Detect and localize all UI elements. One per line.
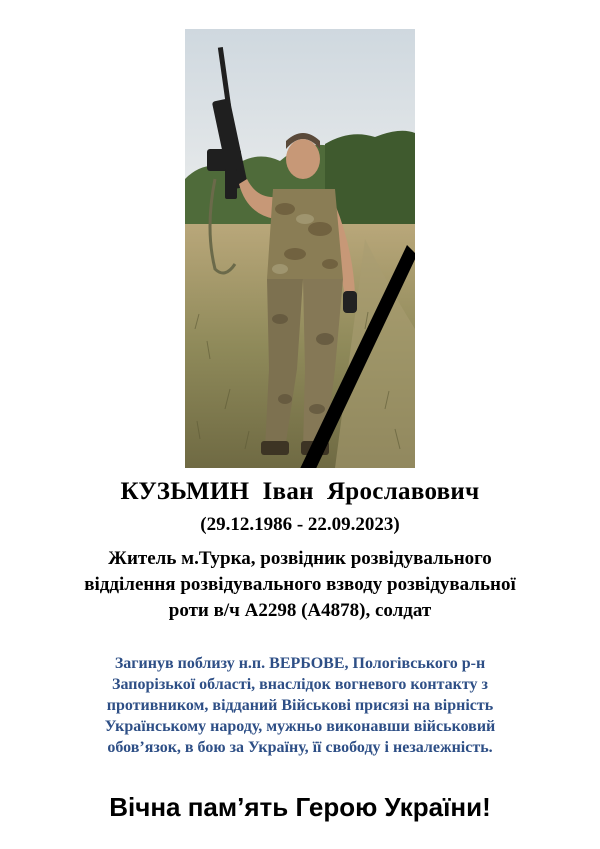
death-line: Запорізької області, внаслідок вогневого контакту з (112, 676, 488, 693)
bio-line: відділення розвідувального взводу розвідувальної (84, 574, 516, 595)
bio-line: Житель м.Турка, розвідник розвідувального (108, 548, 492, 569)
deceased-name: КУЗЬМИН Іван Ярославович (120, 478, 480, 505)
memorial-photo (185, 29, 415, 468)
death-line: Українському народу, мужньо виконавши військовий (104, 718, 496, 735)
death-line: обов’язок, в бою за Україну, її свободу і незалежність. (107, 739, 493, 756)
death-circumstances (30, 653, 570, 758)
death-line: противником, відданий Військові присязі на вірність (106, 697, 494, 714)
biography (40, 546, 560, 624)
life-dates: (29.12.1986 - 22.09.2023) (200, 514, 400, 535)
bio-line: роти в/ч А2298 (А4878), солдат (168, 600, 432, 621)
eternal-memory-slogan: Вічна пам’ять Герою України! (109, 792, 491, 822)
soldier-photo-illustration (185, 29, 415, 468)
death-line: Загинув поблизу н.п. ВЕРБОВЕ, Пологівського р-н (114, 655, 486, 672)
